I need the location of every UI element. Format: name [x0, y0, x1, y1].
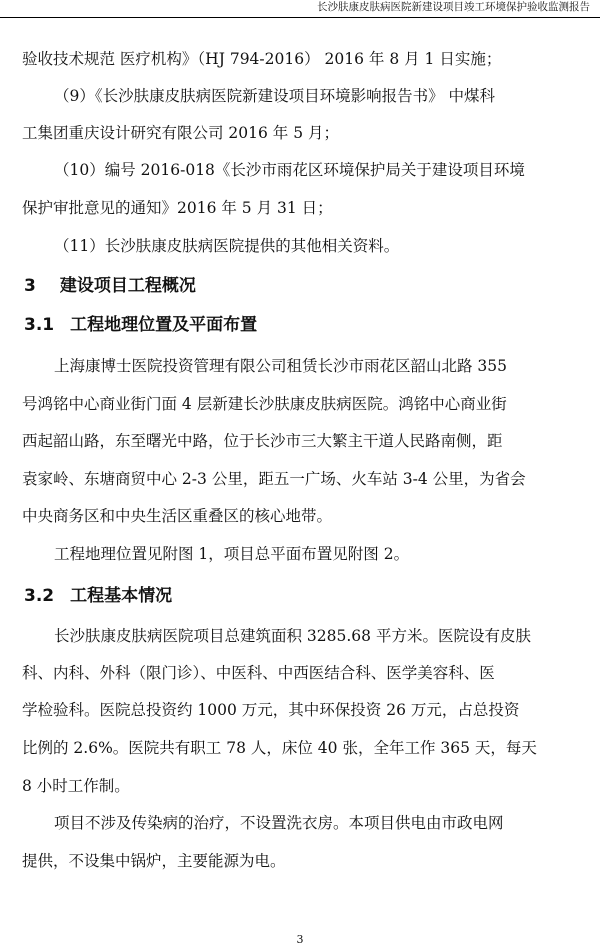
paragraph-line: 8 小时工作制。 [22, 777, 130, 795]
page-number: 3 [296, 933, 304, 946]
paragraph-line: 学检验科。医院总投资约 1000 万元，其中环保投资 26 万元，占总投资 [22, 701, 520, 719]
reference-line: 工集团重庆设计研究有限公司 2016 年 5 月； [22, 124, 340, 142]
page-header [0, 0, 600, 14]
section-heading-3-2 [24, 586, 172, 606]
section-number: 3.2 [24, 586, 55, 606]
section-heading-3-1 [24, 315, 257, 335]
paragraph-line: 长沙肤康皮肤病医院项目总建筑面积 3285.68 平方米。医院设有皮肤 [54, 627, 531, 645]
paragraph-line: 比例的 2.6%。医院共有职工 78 人，床位 40 张，全年工作 365 天，每天 [22, 739, 537, 757]
section-number: 3.1 [24, 315, 55, 335]
paragraph-line: 中央商务区和中央生活区重叠区的核心地带。 [22, 507, 333, 525]
paragraph-line: 号鸿铭中心商业街门面 4 层新建长沙肤康皮肤病医院。鸿铭中心商业街 [22, 395, 507, 413]
section-heading-3 [24, 276, 196, 296]
section-title: 工程地理位置及平面布置 [70, 315, 258, 335]
reference-line: （9）《长沙肤康皮肤病医院新建设项目环境影响报告书》 中煤科 [54, 87, 496, 105]
paragraph-line: 工程地理位置见附图 1，项目总平面布置见附图 2。 [54, 545, 410, 563]
header-rule [0, 17, 600, 18]
reference-line: （10）编号 2016-018《长沙市雨花区环境保护局关于建设项目环境 [54, 161, 525, 179]
header-title: 长沙肤康皮肤病医院新建设项目竣工环境保护验收监测报告 [317, 1, 590, 13]
paragraph-line: 西起韶山路，东至曙光中路，位于长沙市三大繁主干道人民路南侧，距 [22, 432, 503, 450]
reference-line: （11）长沙肤康皮肤病医院提供的其他相关资料。 [54, 237, 400, 255]
reference-line: 验收技术规范 医疗机构》（HJ 794-2016） 2016 年 8 月 1 日实施； [22, 50, 502, 68]
paragraph-line: 提供，不设集中锅炉，主要能源为电。 [22, 852, 286, 870]
section-title: 工程基本情况 [70, 586, 173, 606]
paragraph-line: 上海康博士医院投资管理有限公司租赁长沙市雨花区韶山北路 355 [54, 357, 508, 375]
paragraph-line: 科、内科、外科（限门诊）、中医科、中西医结合科、医学美容科、医 [22, 664, 495, 682]
section-title: 建设项目工程概况 [59, 276, 196, 296]
paragraph-line: 袁家岭、东塘商贸中心 2-3 公里，距五一广场、火车站 3-4 公里，为省会 [22, 470, 526, 488]
section-number: 3 [24, 276, 36, 296]
reference-line: 保护审批意见的通知》2016 年 5 月 31 日； [22, 199, 333, 217]
paragraph-line: 项目不涉及传染病的治疗，不设置洗衣房。本项目供电由市政电网 [54, 814, 504, 832]
